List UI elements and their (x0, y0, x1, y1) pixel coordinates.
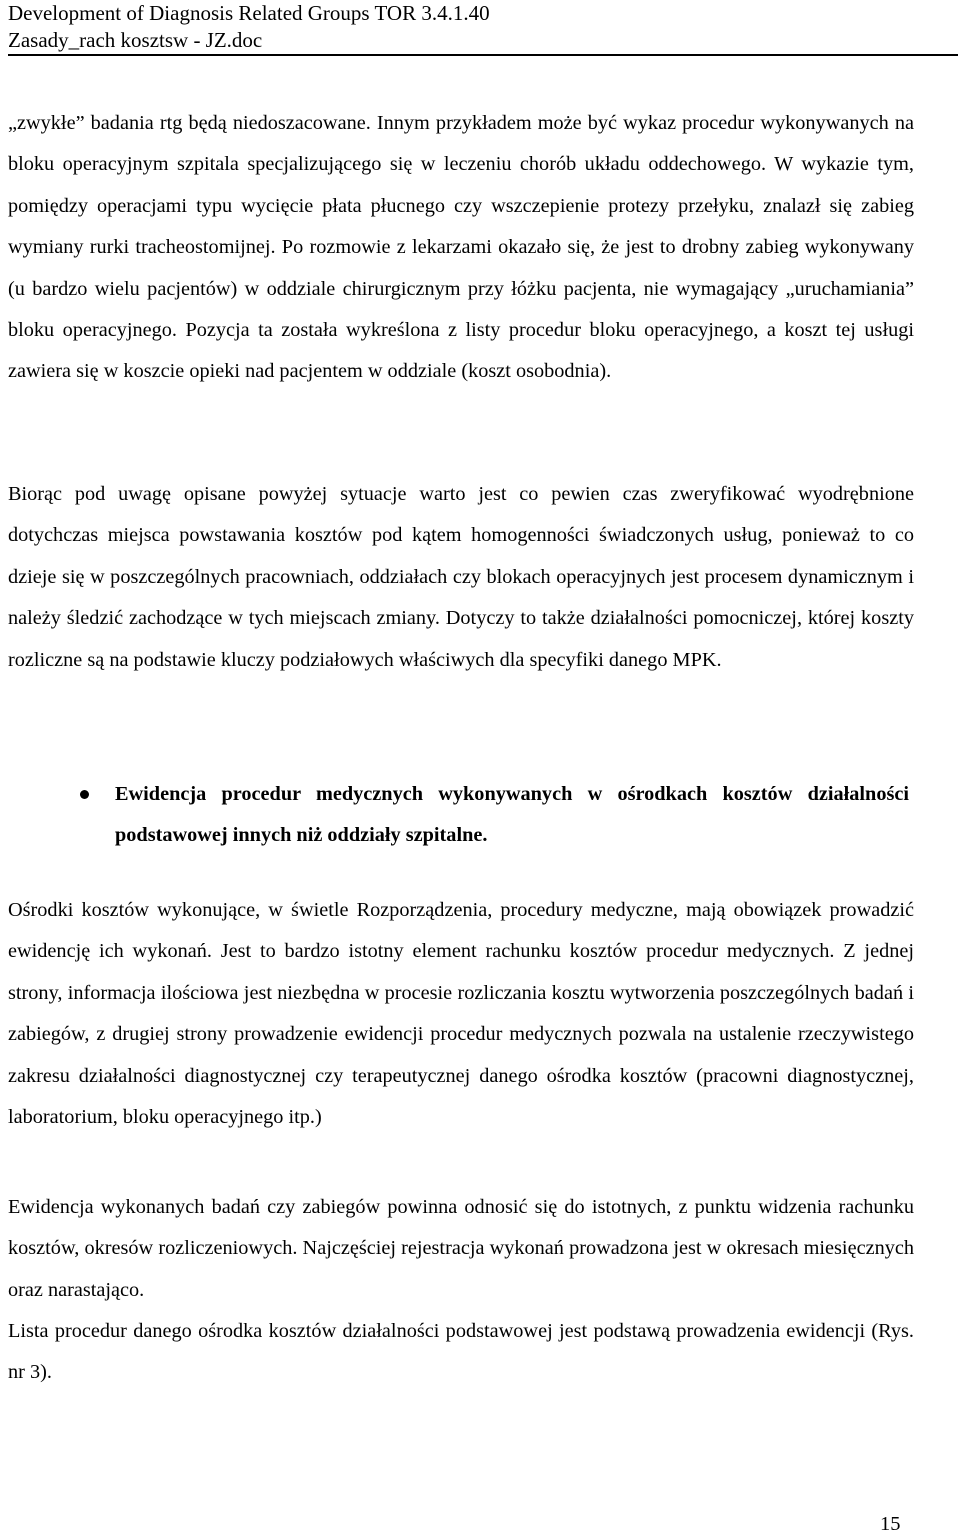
paragraph-records: Ewidencja wykonanych badań czy zabiegów powinna odnosić się do istotnych, z punktu widzenia rachunku kosztów, okresów rozliczeniowych. Najczęściej rejestracja wykonań prowadzona jest w okresach miesięcznych oraz narastająco. (8, 1196, 914, 1301)
header-divider (8, 54, 958, 56)
document-filename: Zasady_rach kosztsw - JZ.doc (8, 28, 263, 52)
page-header (8, 0, 958, 54)
paragraph-rtg-example: „zwykłe” badania rtg będą niedoszacowane. Innym przykładem może być wykaz procedur wykonywanych na bloku operacyjnym szpitala specjalizującego się w leczeniu chorób układu oddechowego. W wykazie tym, pomiędzy operacjami typu wycięcie płata płucnego czy wszczepienie protezy przełyku, znalazł się zabieg wymiany rurki tracheostomijnej. Po rozmowie z lekarzami okazało się, że jest to drobny zabieg wykonywany (u bardzo wielu pacjentów) w oddziale chirurgicznym przy łóżku pacjenta, nie wymagający „uruchamiania” bloku operacyjnego. Pozycja ta została wykreślona z listy procedur bloku operacyjnego, a koszt tej usługi zawiera się w koszcie opieki nad pacjentem w oddziale (koszt osobodnia). (8, 112, 914, 383)
paragraph-procedure-list: Lista procedur danego ośrodka kosztów działalności podstawowej jest podstawą prowadzenia ewidencji (Rys. nr 3). (8, 1320, 914, 1384)
document-title: Development of Diagnosis Related Groups TOR 3.4.1.40 (8, 1, 490, 25)
bullet-heading: Ewidencja procedur medycznych wykonywanych w ośrodkach kosztów działalności podstawowej innych niż oddziały szpitalne. (115, 783, 909, 847)
bullet-icon (80, 790, 89, 799)
page-number: 15 (880, 1513, 901, 1535)
paragraph-cost-centers: Ośrodki kosztów wykonujące, w świetle Rozporządzenia, procedury medyczne, mają obowiązek prowadzić ewidencję ich wykonań. Jest to bardzo istotny element rachunku kosztów procedur medycznych. Z jednej strony, informacja ilościowa jest niezbędna w procesie rozliczania kosztu wytworzenia poszczególnych badań i zabiegów, z drugiej strony prowadzenie ewidencji procedur medycznych pozwala na ustalenie rzeczywistego zakresu działalności diagnostycznej czy terapeutycznej danego ośrodka kosztów (pracowni diagnostycznej, laboratorium, bloku operacyjnego itp.) (8, 899, 914, 1129)
paragraph-verification: Biorąc pod uwagę opisane powyżej sytuacje warto jest co pewien czas zweryfikować wyodrębnione dotychczas miejsca powstawania kosztów pod kątem homogenności świadczonych usług, ponieważ to co dzieje się w poszczególnych pracowniach, oddziałach czy blokach operacyjnych jest procesem dynamicznym i należy śledzić zachodzące w tych miejscach zmiany. Dotyczy to także działalności pomocniczej, której koszty rozliczne są na podstawie kluczy podziałowych właściwych dla specyfiki danego MPK. (8, 483, 914, 671)
